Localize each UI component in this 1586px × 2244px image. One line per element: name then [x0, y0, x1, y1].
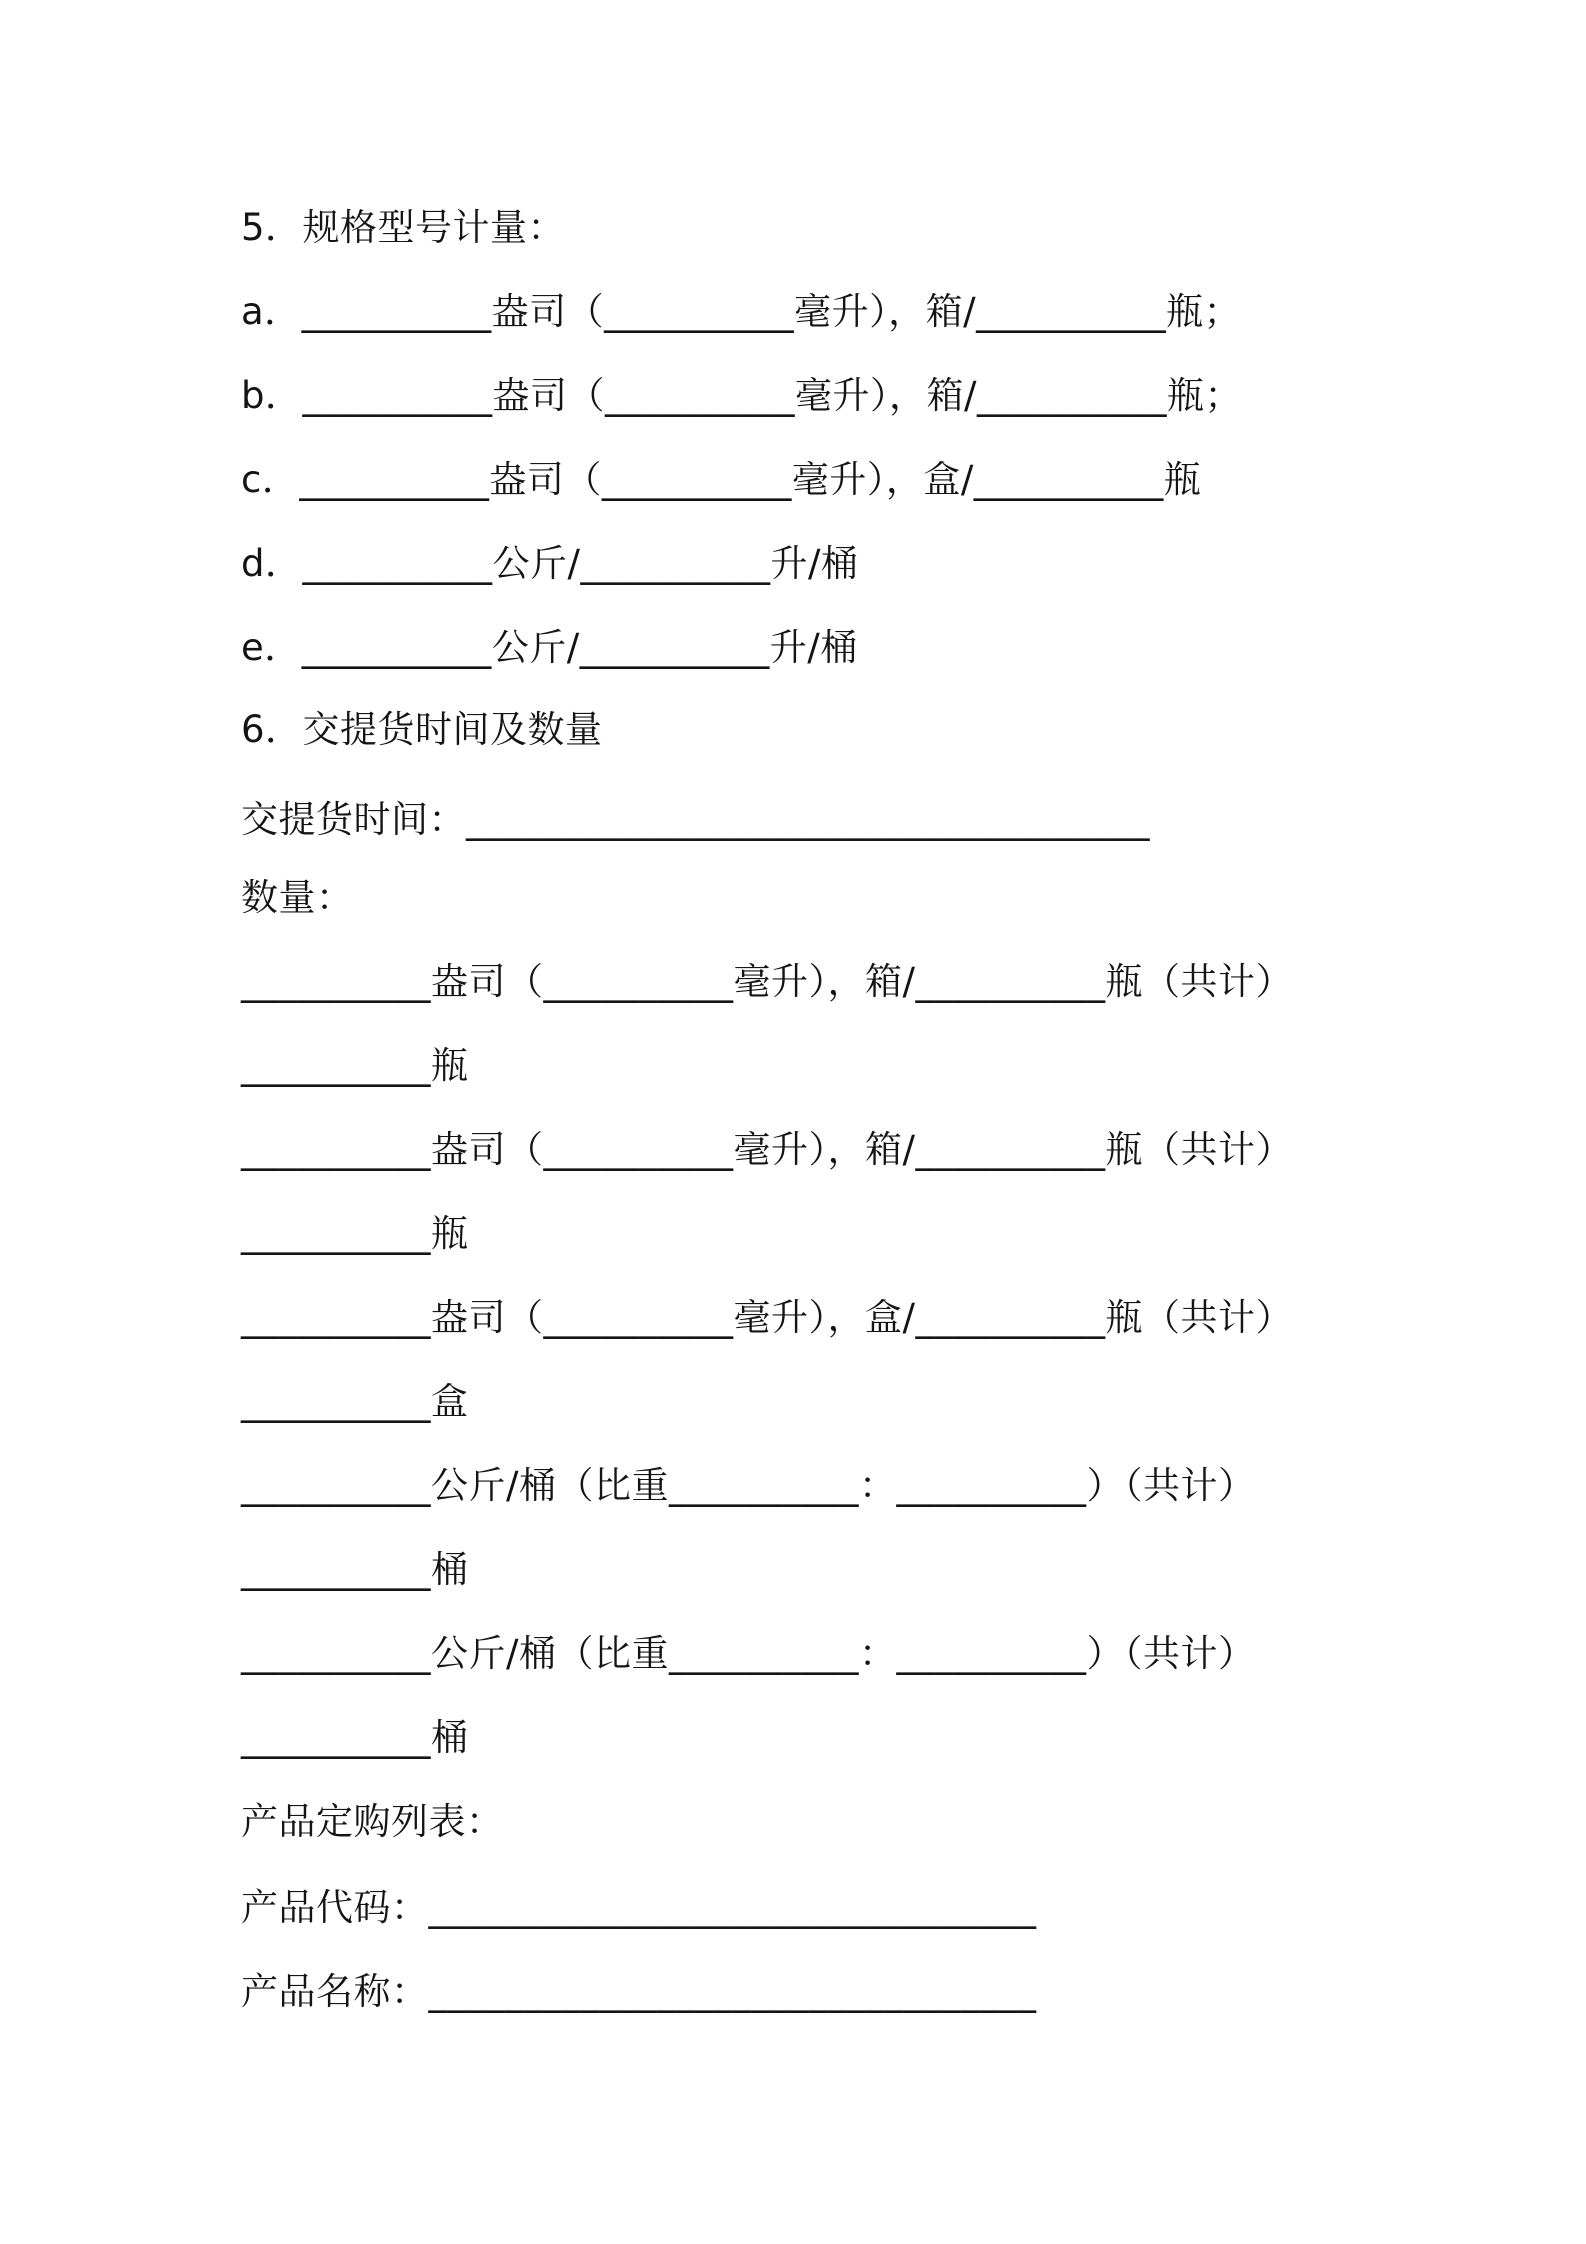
- quantity-line: __________公斤/桶（比重__________：__________）（共计）: [241, 1464, 1256, 1507]
- quantity-line: __________盒: [241, 1380, 469, 1423]
- section-5-heading: 5．规格型号计量：: [241, 206, 566, 249]
- quantity-line: __________瓶: [241, 1044, 469, 1087]
- spec-item-e: e．__________公斤/__________升/桶: [241, 626, 858, 669]
- product-name-line: 产品名称：________________________________: [241, 1970, 1037, 2013]
- order-list-title: 产品定购列表：: [241, 1800, 504, 1843]
- quantity-line: __________桶: [241, 1716, 469, 1759]
- product-code-line: 产品代码：________________________________: [241, 1886, 1037, 1929]
- section-6-heading: 6．交提货时间及数量: [241, 708, 603, 751]
- spec-item-b: b．__________盎司（__________毫升），箱/__________瓶；: [241, 374, 1242, 417]
- quantity-label: 数量：: [241, 876, 354, 919]
- delivery-time-line: 交提货时间：____________________________________: [241, 798, 1150, 841]
- quantity-line: __________桶: [241, 1548, 469, 1591]
- quantity-line: __________瓶: [241, 1212, 469, 1255]
- spec-item-d: d．__________公斤/__________升/桶: [241, 542, 859, 585]
- spec-item-c: c．__________盎司（__________毫升），盒/__________瓶: [241, 458, 1202, 501]
- quantity-line: __________盎司（__________毫升），箱/__________瓶（共计）: [241, 960, 1293, 1003]
- quantity-line: __________盎司（__________毫升），箱/__________瓶（共计）: [241, 1128, 1293, 1171]
- spec-item-a: a．__________盎司（__________毫升），箱/__________瓶；: [241, 290, 1242, 333]
- quantity-line: __________盎司（__________毫升），盒/__________瓶（共计）: [241, 1296, 1293, 1339]
- quantity-line: __________公斤/桶（比重__________：__________）（共计）: [241, 1632, 1256, 1675]
